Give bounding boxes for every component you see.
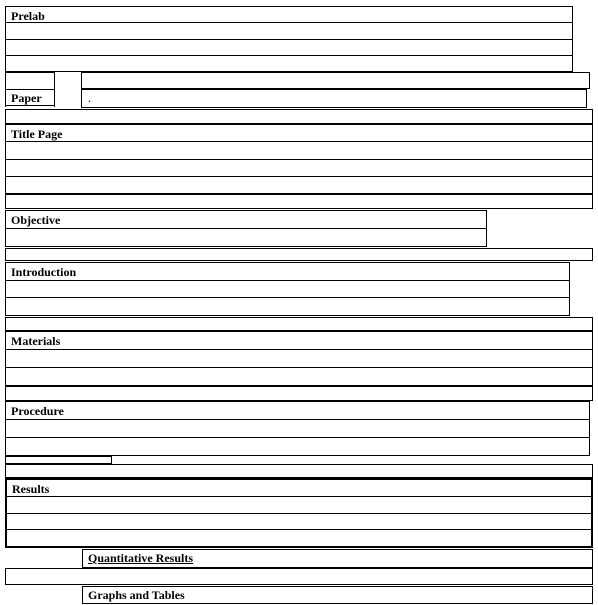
spacer-row: [5, 317, 593, 331]
spacer-row: [5, 248, 593, 261]
blank-row: [7, 530, 591, 546]
results-header-row: [7, 480, 591, 497]
paper-value-box: [81, 89, 587, 108]
blank-row: [6, 281, 569, 299]
blank-row: [7, 514, 591, 531]
objective-header-row: [6, 211, 486, 229]
blank-row: [6, 368, 592, 385]
paper-mark: .: [88, 91, 91, 105]
blank-row: [6, 350, 592, 368]
objective-section: [5, 210, 487, 247]
blank-row: [6, 420, 589, 438]
procedure-section: [5, 401, 590, 456]
prelab-section: [5, 6, 573, 72]
paper-top-line: [81, 72, 590, 89]
title-page-section: [5, 124, 593, 194]
materials-header-row: [6, 332, 592, 350]
quantitative-results-label: Quantitative Results: [88, 551, 193, 565]
objective-label: Objective: [11, 213, 61, 227]
paper-label-box: [5, 72, 55, 107]
blank-row: [6, 142, 592, 159]
spacer-row: [5, 386, 593, 401]
procedure-header-row: [6, 402, 589, 420]
results-label: Results: [12, 482, 50, 496]
blank-row: [6, 229, 486, 246]
spacer-row: [5, 109, 593, 124]
spacer-row: [5, 568, 593, 585]
title-page-header-row: [6, 125, 592, 142]
materials-section: [5, 331, 593, 386]
spacer-row: [5, 464, 593, 478]
blank-row: [6, 56, 572, 71]
title-page-label: Title Page: [11, 127, 63, 141]
introduction-label: Introduction: [11, 265, 77, 279]
prelab-label: Prelab: [11, 9, 45, 23]
materials-label: Materials: [11, 334, 61, 348]
introduction-section: [5, 262, 570, 316]
graphs-and-tables-label: Graphs and Tables: [88, 588, 185, 602]
graphs-and-tables-box: [82, 586, 593, 604]
blank-row: [6, 40, 572, 56]
blank-row: [6, 23, 572, 39]
blank-row: [6, 160, 592, 177]
short-spacer-row: [5, 456, 112, 464]
blank-row: [6, 438, 589, 455]
blank-row: [6, 177, 592, 193]
procedure-label: Procedure: [11, 404, 64, 418]
introduction-header-row: [6, 263, 569, 281]
blank-row: [7, 497, 591, 514]
spacer-row: [5, 194, 593, 209]
blank-row: [6, 298, 569, 315]
results-section: [5, 478, 593, 548]
paper-label-underline: [5, 105, 55, 107]
prelab-header-row: [6, 7, 572, 23]
blank-row: [5, 73, 55, 90]
quantitative-results-box: [82, 549, 593, 568]
paper-label: Paper: [11, 91, 42, 105]
